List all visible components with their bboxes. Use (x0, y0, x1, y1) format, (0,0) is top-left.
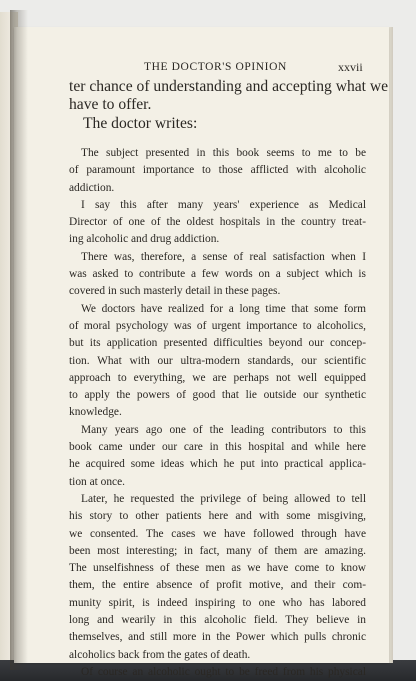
letter-paragraph (69, 422, 366, 491)
text-line: long and wearily in this alcoholic field. They believe in (69, 614, 366, 627)
doctor-letter (69, 145, 366, 681)
text-line: to apply the powers of good that lie outside our synthetic (69, 389, 366, 402)
intro-line: ter chance of understanding and accepting what we (69, 78, 389, 95)
text-line: The unselfishness of these men as we have come to know (69, 562, 366, 575)
text-line: Later, he requested the privilege of being allowed to tell (81, 492, 366, 505)
page-number: xxvii (338, 60, 363, 74)
text-line: Director of one of the oldest hospitals in the country treat- (69, 216, 366, 229)
text-line: approach to everything, we are perhaps not well equipped (69, 371, 366, 384)
text-line: knowledge. (69, 406, 122, 419)
text-line: was asked to contribute a few words on a subject which is (69, 268, 366, 281)
text-line: themselves, and still more in the Power which pulls chronic (69, 631, 366, 644)
intro-line: have to offer. (69, 96, 152, 113)
letter-paragraph (69, 491, 366, 664)
text-line: been most interesting; in fact, many of them are amazing. (69, 544, 366, 557)
running-head (14, 61, 389, 79)
text-line: munity spirit, is indeed inspiring to one who has labored (69, 596, 366, 609)
doctor-writes-heading: The doctor writes: (83, 115, 198, 132)
running-title: THE DOCTOR'S OPINION (144, 61, 287, 73)
text-line: The subject presented in this book seems to me to be (81, 147, 366, 159)
text-line: we consented. The cases we have followed through have (69, 527, 366, 540)
text-line: his story to other patients here and with some misgiving, (69, 510, 366, 523)
spine-shadow (10, 10, 28, 670)
book-page (14, 27, 389, 678)
text-line: book came under our care in this hospital and while here (69, 441, 366, 454)
letter-paragraph (69, 249, 366, 301)
letter-paragraph (69, 145, 366, 197)
text-line: he acquired some ideas which he put into practical applica- (69, 458, 366, 471)
text-line: alcoholics back from the gates of death. (69, 648, 251, 661)
text-line: We doctors have realized for a long time that some form (81, 302, 366, 315)
text-line: them, the entire absence of profit motive, and their com- (69, 579, 366, 592)
letter-paragraph (69, 664, 366, 681)
text-line: I say this after many years' experience as Medical (81, 198, 366, 211)
text-line: tion at once. (69, 475, 125, 488)
text-line: Of course an alcoholic ought to be freed from his physical (81, 665, 366, 678)
intro-paragraph (69, 78, 389, 114)
page-text (69, 78, 389, 681)
text-line: tion. What with our ultra-modern standards, our scientific (69, 354, 366, 367)
text-line: of moral psychology was of urgent importance to alcoholics, (69, 319, 366, 332)
text-line: covered in such masterly detail in these pages. (69, 285, 281, 298)
letter-paragraph (69, 301, 366, 422)
text-line: There was, therefore, a sense of real satisfaction when I (81, 250, 366, 263)
text-line: but its application presented difficulties beyond our concep- (69, 337, 366, 350)
text-line: Many years ago one of the leading contributors to this (81, 423, 366, 436)
letter-paragraph (69, 197, 366, 249)
text-line: addiction. (69, 181, 115, 194)
text-line: ing alcoholic and drug addiction. (69, 233, 220, 246)
text-line: of paramount importance to those afflicted with alcoholic (69, 164, 366, 177)
